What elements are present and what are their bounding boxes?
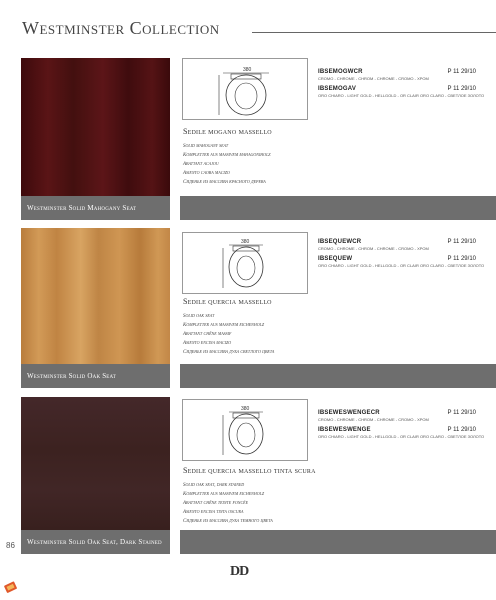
dark-oak-wood-texture	[21, 397, 170, 530]
product-description	[183, 297, 383, 357]
toilet-seat-drawing-icon	[183, 233, 309, 295]
description-line: Asiento encina macizo	[183, 341, 232, 346]
section-bar	[180, 364, 496, 388]
product-swatch-oak	[21, 228, 170, 388]
product-description	[183, 127, 383, 187]
code-row	[318, 409, 476, 417]
code-row	[318, 85, 476, 93]
product-caption: Westminster Solid Oak Seat, Dark Stained	[21, 530, 170, 554]
seat-drawing-box	[182, 232, 308, 294]
product-price: P 11 29/10	[447, 256, 476, 262]
product-price: P 11 29/10	[447, 86, 476, 92]
code-row	[318, 426, 476, 434]
description-line: Abattant acajou	[183, 162, 219, 167]
svg-text:380: 380	[243, 67, 252, 73]
toilet-seat-drawing-icon	[183, 59, 309, 121]
finish-note: ORO CHIARO - LIGHT GOLD - HELLGOLD - OR CLAIR ORO CLARO - СВЕТЛОЕ ЗОЛОТО	[318, 93, 485, 98]
bookmark-tab-icon	[4, 580, 18, 599]
description-line: Сиденье из массива дуба светлого цвета	[183, 350, 275, 355]
product-code: IBSEQUEW	[318, 256, 353, 262]
description-line: Solid mahogany seat	[183, 144, 229, 149]
product-description	[183, 466, 383, 526]
product-price: P 11 29/10	[447, 239, 476, 245]
product-code: IBSEWESWENGE	[318, 427, 371, 433]
code-row	[318, 255, 476, 263]
description-line: Kompletter aus massivem mahagoniholz	[183, 153, 271, 158]
svg-text:380: 380	[241, 239, 250, 245]
section-bar	[180, 196, 496, 220]
product-caption: Westminster Solid Mahogany Seat	[21, 196, 170, 220]
description-line: Abattant chêne teinte foncée	[183, 501, 249, 506]
description-line: Сиденье из массива дуба темного цвета	[183, 519, 273, 524]
product-name: Sedile quercia massello	[183, 297, 272, 306]
finish-note: CROMO - CHROME - CHROM - CHROME - CROMO - ХРОМ	[318, 417, 429, 422]
product-codes	[318, 68, 485, 102]
page-number: 86	[0, 537, 21, 553]
product-codes	[318, 409, 485, 443]
description-line: Abattant chêne massif	[183, 332, 232, 337]
finish-note: ORO CHIARO - LIGHT GOLD - HELLGOLD - OR CLAIR ORO CLARO - СВЕТЛОЕ ЗОЛОТО	[318, 263, 485, 268]
product-swatch-dark-oak	[21, 397, 170, 554]
description-line: Сиденье из массива красного дерева	[183, 180, 266, 185]
finish-note: CROMO - CHROME - CHROM - CHROME - CROMO - ХРОМ	[318, 246, 429, 251]
page-title: Westminster Collection	[22, 18, 220, 38]
code-row	[318, 238, 476, 246]
product-codes	[318, 238, 485, 272]
product-price: P 11 29/10	[447, 427, 476, 433]
description-line: Asiento encina tinta oscura	[183, 510, 244, 515]
finish-note: CROMO - CHROME - CHROM - CHROME - CROMO - ХРОМ	[318, 76, 429, 81]
product-swatch-mahogany	[21, 58, 170, 220]
seat-drawing-box	[182, 58, 308, 120]
product-code: IBSEQUEWCR	[318, 239, 362, 245]
product-code: IBSEMOGAV	[318, 86, 357, 92]
product-caption: Westminster Solid Oak Seat	[21, 364, 170, 388]
mahogany-wood-texture	[21, 58, 170, 196]
toilet-seat-drawing-icon	[183, 400, 309, 462]
product-code: IBSEMOGWCR	[318, 69, 363, 75]
finish-note: ORO CHIARO - LIGHT GOLD - HELLGOLD - OR CLAIR ORO CLARO - СВЕТЛОЕ ЗОЛОТО	[318, 434, 485, 439]
product-name: Sedile quercia massello tinta scura	[183, 466, 316, 475]
product-code: IBSEWESWENGECR	[318, 410, 380, 416]
section-bar	[180, 530, 496, 554]
description-line: Solid oak seat	[183, 314, 215, 319]
product-price: P 11 29/10	[447, 69, 476, 75]
description-line: Kompletter aus massivem eichenholz	[183, 323, 265, 328]
description-line: Kompletter aus massivem eichenholz	[183, 492, 265, 497]
code-row	[318, 68, 476, 76]
oak-wood-texture	[21, 228, 170, 364]
product-name: Sedile mogano massello	[183, 127, 272, 136]
title-divider	[252, 32, 496, 33]
svg-text:380: 380	[241, 406, 250, 412]
seat-drawing-box	[182, 399, 308, 461]
brand-logo: DD	[230, 564, 249, 579]
description-line: Solid oak seat, dark stained	[183, 483, 245, 488]
description-line: Asiento caoba macizo	[183, 171, 230, 176]
product-price: P 11 29/10	[447, 410, 476, 416]
